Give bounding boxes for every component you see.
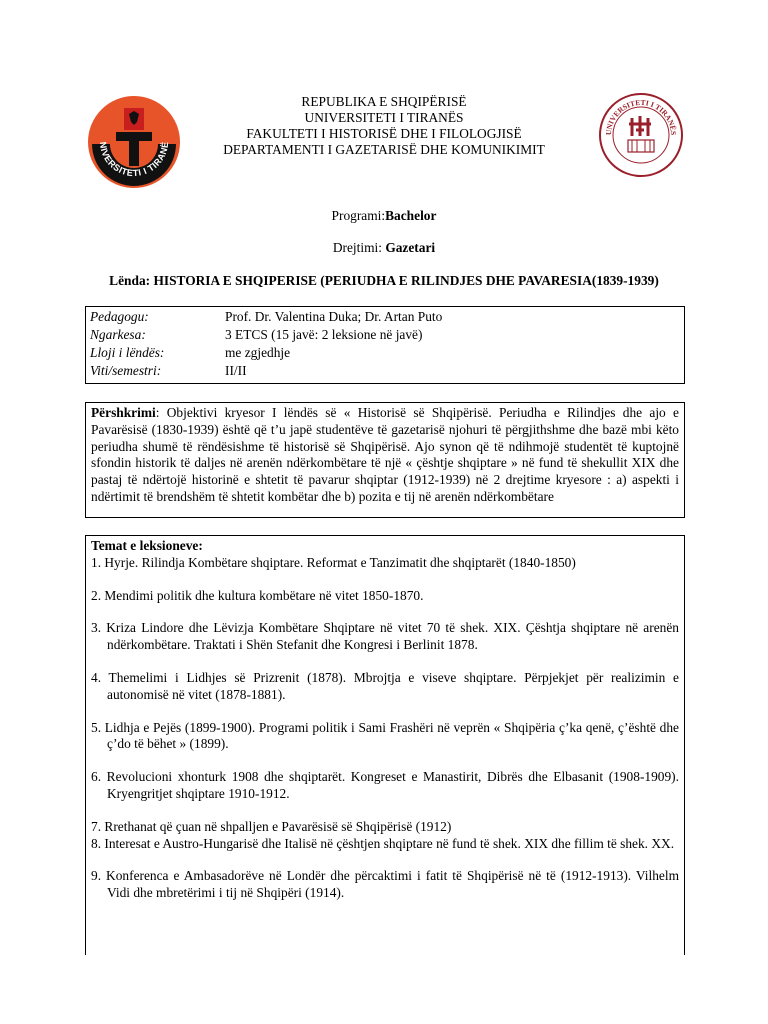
topic-item: 9. Konferenca e Ambasadorëve në Londër dhe përcaktimi i fatit të Shqipërisë në të (1912-1913). Vilhelm Vidi dhe mbretërimi i tij në Shqipëri (1914). [91, 868, 679, 901]
header-faculty: FAKULTETI I HISTORISË DHE I FILOLOGJISË [246, 126, 522, 141]
info-value: 3 ETCS (15 javë: 2 leksione në javë) [225, 327, 423, 342]
svg-text:UNIVERSITETI I TIRANËS: UNIVERSITETI I TIRANËS [603, 97, 679, 136]
topic-item: 6. Revolucioni xhonturk 1908 dhe shqiptarët. Kongreset e Manastirit, Dibrës dhe Elbasanit (1908-1909). Kryengritjet shqiptare 1910-1912. [91, 769, 679, 801]
info-value: Prof. Dr. Valentina Duka; Dr. Artan Puto [225, 309, 443, 324]
topic-item: 8. Interesat e Austro-Hungarisë dhe Italisë në çështjen shqiptare në fund të shek. XIX dhe fillim të shek. XX. [91, 835, 675, 851]
course-title: Lënda: HISTORIA E SHQIPERISE (PERIUDHA E RILINDJES DHE PAVARESIA(1839-1939) [109, 273, 659, 288]
description-text: : Objektivi kryesor I lëndës së « Historisë së Shqipërisë. Periudha e Rilindjes dhe ajo e Pavarësisë (1830-1939) është që t’u japë studentëve të gazetarisë njohuri të përgjithshme dhe bazë mbi këto periudha shumë të rëndësishme të historisë së Shqipërisë. Ajo synon që të ndihmojë studentët të kuptojnë sfondin historik të daljes në arenën ndërkombëtare të një « çështje shqiptare » në fund të shekullit XIX dhe pastaj të ndërtojë historinë e shtetit të pavarur shqiptar (1912-1939) në 2 drejtime kryesore : a) aspekti i ndërtimit të brendshëm të shtetit kombëtar dhe b) pozita e tij në arenën ndërkombëtare [91, 405, 679, 504]
info-row-ngarkesa [90, 326, 680, 344]
course-info-table [85, 306, 685, 384]
topic-item: 1. Hyrje. Rilindja Kombëtare shqiptare. Reformat e Tanzimatit dhe shqiptarët (1840-1850) [91, 554, 576, 570]
header-republic: REPUBLIKA E SHQIPËRISË [301, 94, 467, 109]
topic-item: 3. Kriza Lindore dhe Lëvizja Kombëtare Shqiptare në vitet 70 të shek. XIX. Çështja shqiptare në arenën ndërkombëtare. Traktati i Shën Stefanit dhe Kongresi i Berlinit 1878. [91, 620, 679, 653]
topics-title: Temat e leksioneve: [91, 538, 203, 553]
svg-text:UNIVERSITETI I TIRANËS: NIVERSITETI I TIRANË [97, 140, 171, 179]
institution-header [0, 94, 768, 158]
topic-item: 5. Lidhja e Pejës (1899-1900). Programi politik i Sami Frashëri në veprën « Shqipëria ç’ka qenë, ç’është dhe ç’do të bëhet » (1899). [91, 719, 679, 752]
lecture-topics [85, 535, 685, 955]
topic-item: 2. Mendimi politik dhe kultura kombëtare në vitet 1850-1870. [91, 587, 424, 603]
direction-value: Gazetari [385, 240, 436, 255]
info-label: Pedagogu: [90, 309, 149, 324]
topic-item: 4. Themelimi i Lidhjes së Prizrenit (1878). Mbrojtja e viseve shqiptare. Përpjekjet për realizimin e autonomisë në vitet (1878-1881). [91, 669, 679, 702]
direction-label: Drejtimi: [332, 240, 386, 255]
info-row-viti [90, 362, 680, 380]
info-label: Lloji i lëndës: [90, 345, 165, 360]
header-department: DEPARTAMENTI I GAZETARISË DHE KOMUNIKIMIT [223, 142, 545, 157]
topic-item: 7. Rrethanat që çuan në shpalljen e Pavarësisë së Shqipërisë (1912) [91, 818, 452, 834]
info-label: Viti/semestri: [90, 363, 162, 378]
info-label: Ngarkesa: [90, 327, 146, 342]
program-value: Bachelor [385, 208, 437, 223]
info-row-lloji [90, 344, 680, 362]
info-row-pedagogu [90, 308, 680, 326]
program-line [0, 208, 768, 224]
course-description [85, 402, 685, 518]
program-label: Programi: [331, 208, 386, 223]
description-label: Përshkrimi [91, 405, 156, 420]
header-university: UNIVERSITETI I TIRANËS [304, 110, 464, 125]
direction-line [0, 240, 768, 256]
info-value: II/II [225, 363, 247, 378]
info-value: me zgjedhje [225, 345, 291, 360]
